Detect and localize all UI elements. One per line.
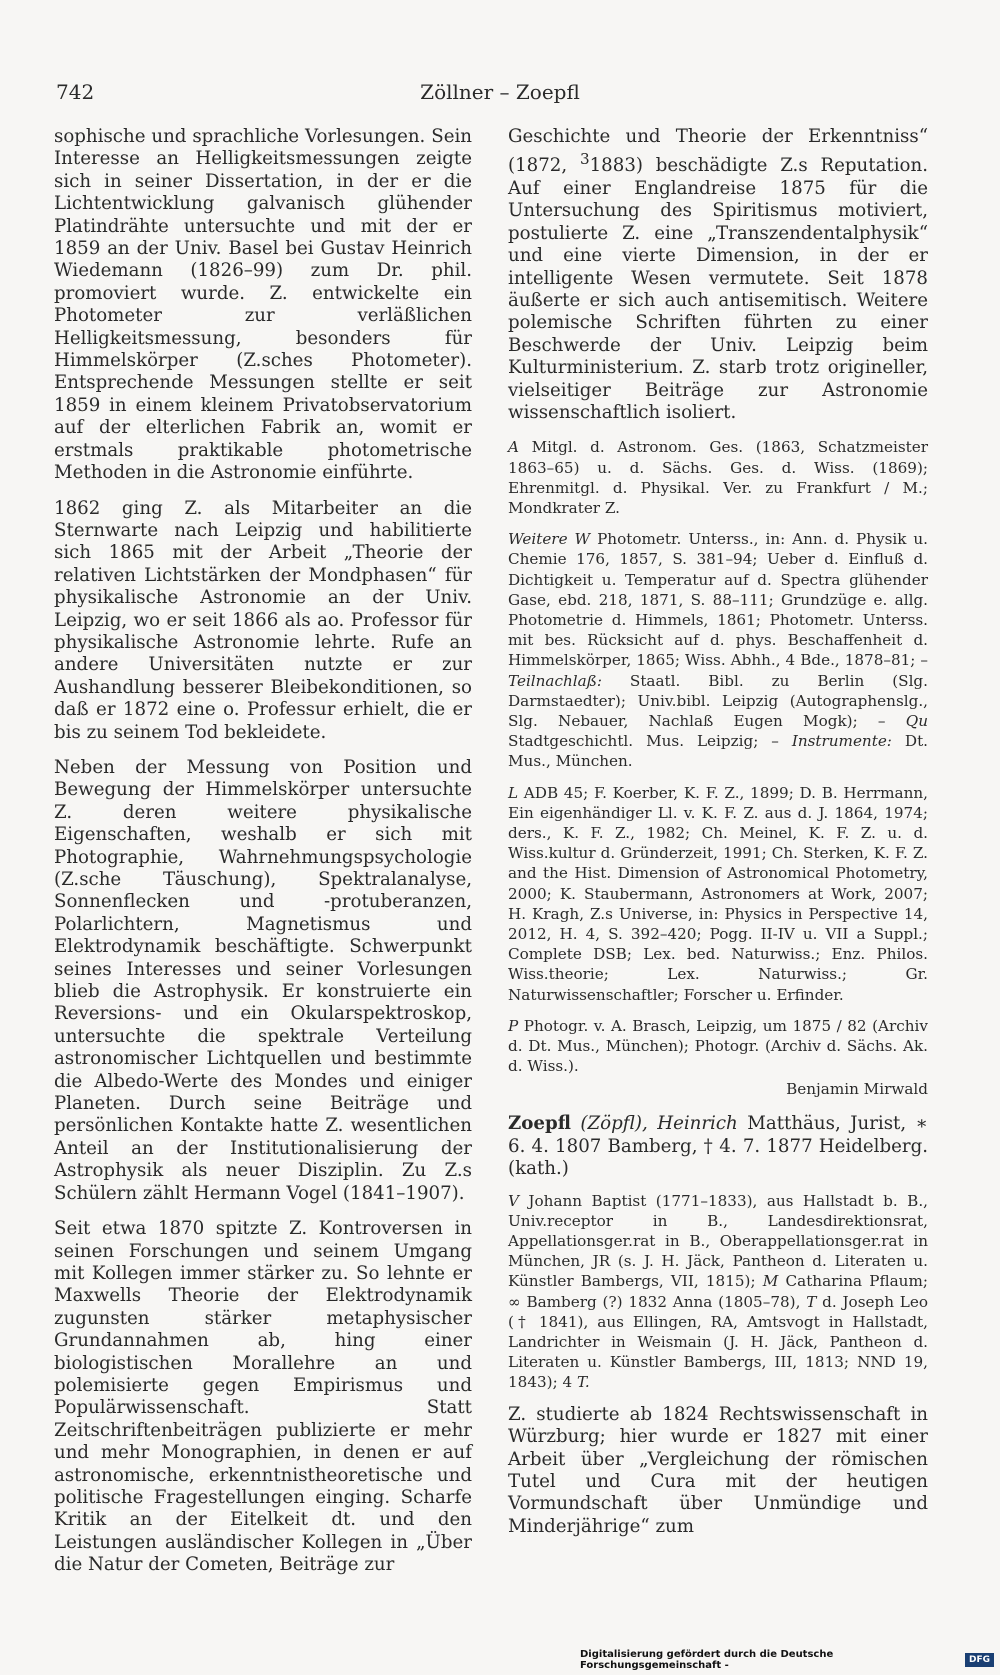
footer-text: Digitalisierung gefördert durch die Deutsche Forschungsgemeinschaft - [580,1649,834,1671]
paragraph: sophische und sprachliche Vorlesungen. Sein Interesse an Helligkeitsmessungen zeigte sich in seiner Dissertation, in der er die Lichtentwicklung galvanisch glühender Platindrähte untersuchte und mit der er 1859 an der Univ. Basel bei Gustav Heinrich Wiedemann (1826–99) zum Dr. phil. promoviert wurde. Z. entwickelte ein Photometer zur verläßlichen Helligkeitsmessung, besonders für Himmelskörper (Z.sches Photometer). Entsprechende Messungen stellte er seit 1859 in einem kleinem Privatobservatorium auf der elterlichen Fabrik an, womit er erstmals praktikable photometrische Methoden in die Astronomie einführte. [54,126,472,484]
article-author: Benjamin Mirwald [786,1080,928,1099]
section-text: Catharina Pflaum; ∞ Bamberg (?) 1832 Anna (1805–78), [508,1272,928,1311]
section-sigil: V [508,1191,519,1210]
lemma-name: Zoepfl [508,1113,571,1135]
lemma-details: Matthäus, Jurist, ∗ 6. 4. 1807 Bamberg, † 4. 7. 1877 Heidelberg. (kath.) [508,1113,928,1180]
section-text: Photogr. v. A. Brasch, Leipzig, um 1875 / 82 (Archiv d. Dt. Mus., München); Photogr. (Archiv d. Sächs. Ak. d. Wiss.). [508,1016,928,1076]
inline-sigil: Instrumente: [791,732,892,751]
awards-section [508,437,928,518]
edition-superscript: 3 [579,150,590,169]
section-text: ADB 45; F. Koerber, K. F. Z., 1899; D. B. Herrmann, Ein eigenhändiger Ll. v. K. F. Z. aus d. J. 1864, 1974; ders., K. F. Z., 1982; Ch. Meinel, K. F. Z. u. d. Wiss.kultur d. Gründerzeit, 1991; Ch. Sterken, K. F. Z. and the Hist. Dimension of Astronomical Photometry, 2000; K. Staubermann, Astronomers at Work, 2007; H. Kragh, Z.s Universe, in: Physics in Perspective 14, 2012, H. 4, S. 392–420; Pogg. II-IV u. VII a Suppl.; Complete DSB; Lex. bed. Naturwiss.; Enz. Philos. Wiss.theorie; Lex. Naturwiss.; Gr. Naturwissenschaftler; Forscher u. Erfinder. [508,783,928,1004]
genealogy-section [508,1191,928,1393]
literature-section [508,783,928,1005]
paragraph: 1862 ging Z. als Mitarbeiter an die Sternwarte nach Leipzig und habilitierte sich 1865 mit der Arbeit „Theorie der relativen Lichtstärken der Mondphasen“ für physikalische Astronomie an der Univ. Leipzig, wo er seit 1866 als ao. Professor für physikalische Astronomie lehrte. Rufe an andere Universitäten nutzte er zur Aushandlung besserer Bleibekonditionen, so daß er 1872 eine o. Professur erhielt, die er bis zu seinem Tod bekleidete. [54,497,472,743]
section-text: Johann Baptist (1771–1833), aus Hallstadt b. B., Univ.receptor in B., Landesdirektionsrat, Appellationsger.rat in B., Oberappellationsger.rat in München, JR (s. J. H. Jäck, Pantheon d. Literaten u. Künstler Bambergs, VII, 1815); [508,1191,928,1291]
section-sigil: L [508,783,519,802]
section-text: Photometr. Unterss., in: Ann. d. Physik u. Chemie 176, 1857, S. 381–94; Ueber d. Einfluß d. Dichtigkeit u. Temperatur auf d. Spectra glühender Gase, ebd. 218, 1871, S. 88–111; Grundzüge e. allg. Photometrie d. Himmels, 1861; Photometr. Unterss. mit bes. Rücksicht auf d. phys. Beschaffenheit d. Himmelskörper, 1865; Wiss. Abhh., 4 Bde., 1878–81; – [508,530,928,670]
right-column [508,126,928,1551]
inline-sigil: Teilnachlaß: [508,671,602,690]
section-text: Stadtgeschichtl. Mus. Leipzig; – [508,732,792,751]
works-section [508,529,928,771]
section-sigil: Weitere W [508,530,591,549]
paragraph: Z. studierte ab 1824 Rechtswissenschaft in Würzburg; hier wurde er 1827 mit einer Arbeit über „Vergleichung der römischen Tutel und Cura mit der heutigen Vormundschaft über Unmündige und Minderjährige“ zum [508,1403,928,1537]
inline-sigil: M [762,1272,779,1291]
inline-sigil: T [806,1292,817,1311]
inline-sigil: Qu [905,711,928,730]
paragraph-text: 1883) beschädigte Z.s Reputation. Auf einer Englandreise 1875 für die Untersuchung des Spiritismus motiviert, postulierte Z. eine „Transzendentalphysik“ und eine vierte Dimension, in der er intelligente Wesen vermutete. Seit 1878 äußerte er sich auch antisemitisch. Weitere polemische Schriften führten zu einer Beschwerde der Univ. Leipzig beim Kulturministerium. Z. starb trotz origineller, vielseitiger Beiträge zur Astronomie wissenschaftlich isoliert. [508,155,928,423]
paragraph [508,126,928,424]
running-head: Zöllner – Zoepfl [420,80,580,104]
portrait-section [508,1016,928,1077]
lemma-heading [508,1113,928,1180]
section-sigil: A [508,438,519,457]
section-text: Dt. Mus., München. [508,732,928,771]
paragraph-text: Geschichte und Theorie der Erkenntniss“ (1872, [508,126,928,177]
lemma-variant: (Zöpfl), Heinrich [570,1113,738,1135]
section-sigil: P [508,1016,519,1035]
section-text: Staatl. Bibl. zu Berlin (Slg. Darmstaedter); Univ.bibl. Leipzig (Autographenslg., Slg. Nebauer, Nachlaß Eugen Mogk); – [508,671,928,730]
inline-sigil: T. [577,1373,590,1392]
left-column [54,126,472,1590]
section-text: d. Joseph Leo († 1841), aus Ellingen, RA, Amtsvogt in Hallstadt, Landrichter in Weismain (J. H. Jäck, Pantheon d. Literaten u. Künstler Bambergs, III, 1813; NND 19, 1843); 4 [508,1292,928,1392]
footer [580,1651,1000,1669]
page-number: 742 [56,80,95,104]
section-text: Mitgl. d. Astronom. Ges. (1863, Schatzmeister 1863–65) u. d. Sächs. Ges. d. Wiss. (1869); Ehrenmitgl. d. Physikal. Ver. zu Frankfurt / M.; Mondkrater Z. [508,438,928,517]
dfg-logo: DFG [965,1653,994,1667]
paragraph: Neben der Messung von Position und Bewegung der Himmelskörper untersuchte Z. deren weitere physikalische Eigenschaften, weshalb er sich mit Photographie, Wahrnehmungspsychologie (Z.sche Täuschung), Spektralanalyse, Sonnenflecken und -protuberanzen, Polarlichtern, Magnetismus und Elektrodynamik beschäftigte. Schwerpunkt seines Interesses und seiner Vorlesungen blieb die Astrophysik. Er konstruierte ein Reversions- und ein Okularspektroskop, untersuchte die spektrale Verteilung astronomischer Lichtquellen und bestimmte die Albedo-Werte des Mondes und einiger Planeten. Durch seine Beiträge und persönlichen Kontakte hatte Z. wesentlichen Anteil an der Institutionalisierung der Astrophysik als neuer Disziplin. Zu Z.s Schülern zählt Hermann Vogel (1841–1907). [54,756,472,1204]
paragraph: Seit etwa 1870 spitzte Z. Kontroversen in seinen Forschungen und seinem Umgang mit Kollegen immer stärker zu. So lehnte er Maxwells Theorie der Elektrodynamik zugunsten stärker metaphysischer Grundannahmen ab, hing einer biologistischen Morallehre an und polemisierte gegen Empirismus und Populärwissenschaft. Statt Zeitschriftenbeiträgen publizierte er mehr und mehr Monographien, in denen er auf astronomische, erkenntnistheoretische und politische Fragestellungen einging. Scharfe Kritik an der Eitelkeit dt. und den Leistungen ausländischer Kollegen in „Über die Natur der Cometen, Beiträge zur [54,1218,472,1576]
